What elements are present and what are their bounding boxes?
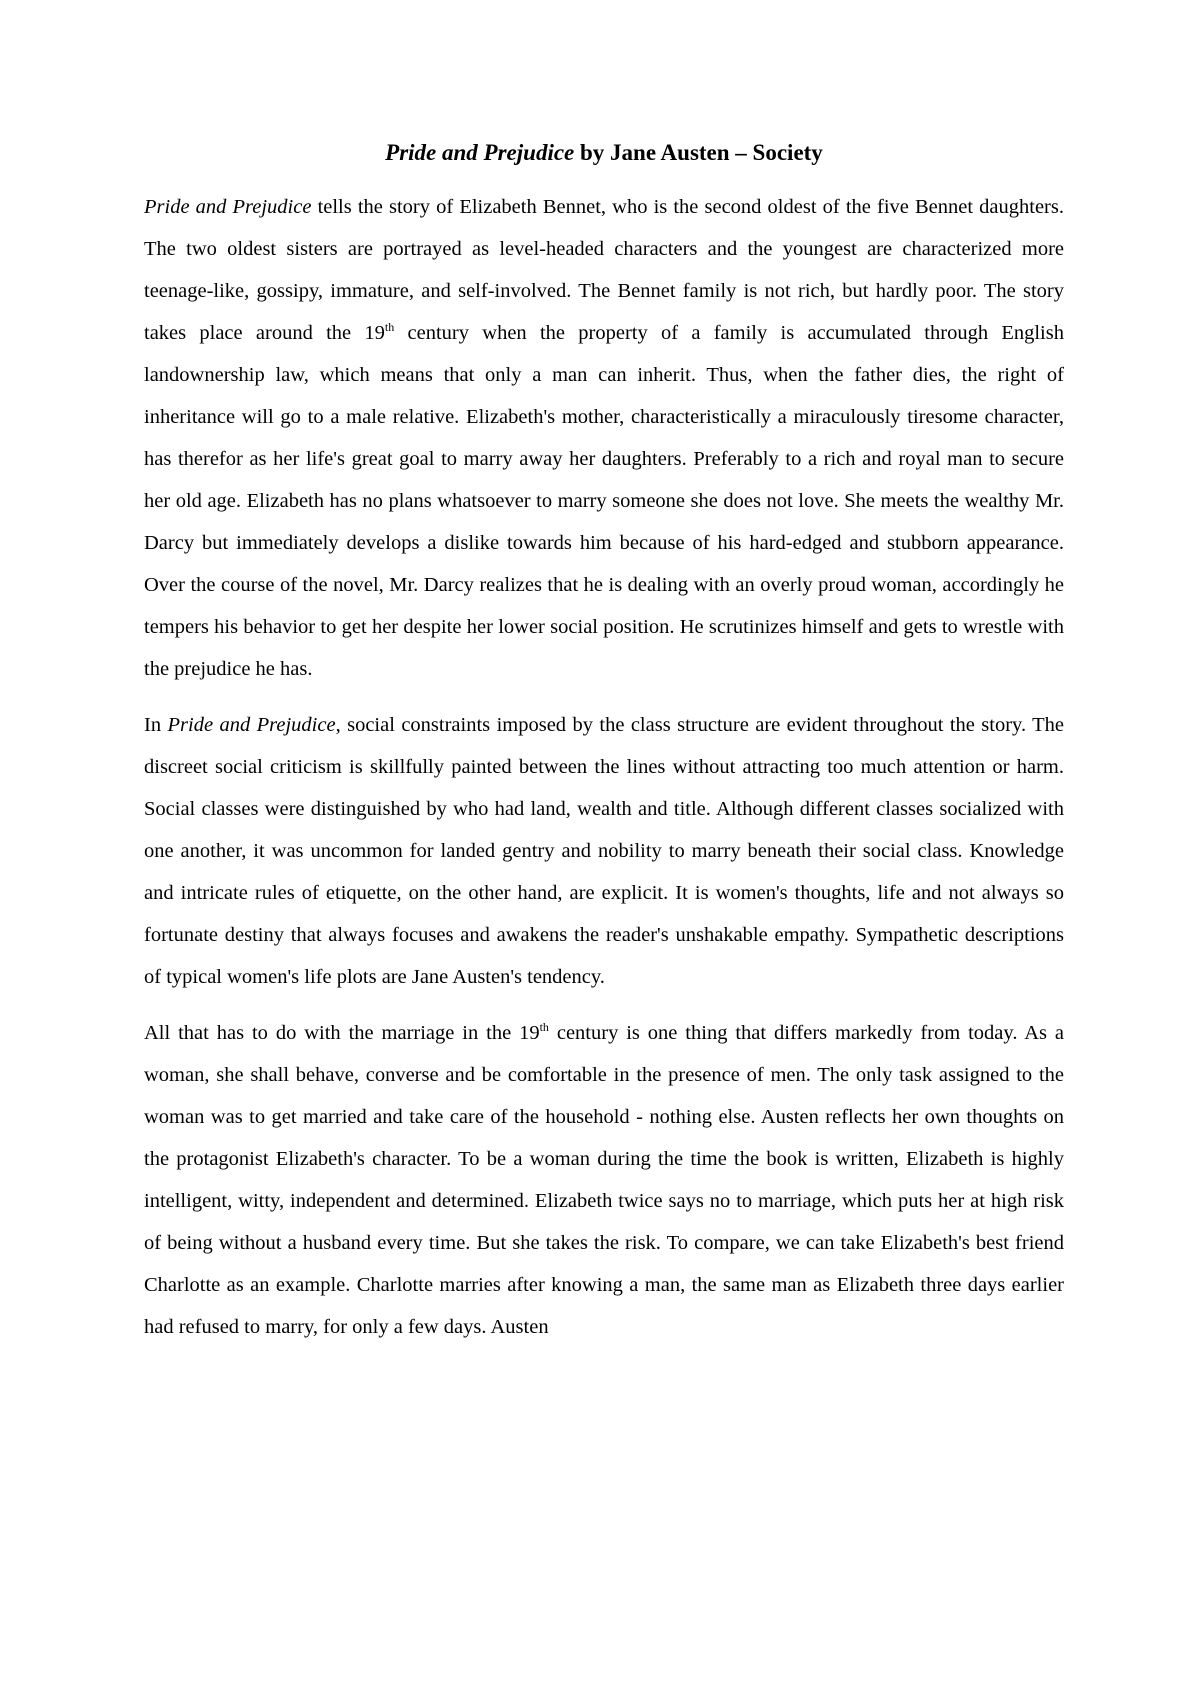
paragraph-1-text-b: century when the property of a family is accumulated through English landownership law, which means that only a man can inherit. Thus, when the father dies, the right of inheritance will go to a male relative. Elizabeth's mother, characteristically a miraculously tiresome character, has therefor as her life's great goal to marry away her daughters. Preferably to a rich and royal man to secure her old age. Elizabeth has no plans whatsoever to marry someone she does not love. She meets the wealthy Mr. Darcy but immediately develops a dislike towards him because of his hard-edged and stubborn appearance. Over the course of the novel, Mr. Darcy realizes that he is dealing with an overly proud woman, accordingly he tempers his behavior to get her despite her lower social position. He scrutinizes himself and gets to wrestle with the prejudice he has. <box>144 322 1064 680</box>
paragraph-3 <box>144 1012 1064 1348</box>
page-title <box>144 138 1064 168</box>
paragraph-3-superscript: th <box>539 1020 549 1035</box>
title-rest: by Jane Austen – Society <box>574 140 823 165</box>
paragraph-1-superscript: th <box>384 320 395 335</box>
paragraph-1-book-name: Pride and Prejudice <box>144 196 312 218</box>
title-book-name: Pride and Prejudice <box>385 140 575 165</box>
document-page <box>144 138 1064 1362</box>
paragraph-2 <box>144 704 1064 998</box>
paragraph-3-text-a: All that has to do with the marriage in the 19 <box>144 1022 540 1044</box>
paragraph-1 <box>144 186 1064 690</box>
paragraph-2-prefix: In <box>144 714 168 736</box>
paragraph-3-text-b: century is one thing that differs markedly from today. As a woman, she shall behave, converse and be comfortable in the presence of men. The only task assigned to the woman was to get married and take care of the household - nothing else. Austen reflects her own thoughts on the protagonist Elizabeth's character. To be a woman during the time the book is written, Elizabeth is highly intelligent, witty, independent and determined. Elizabeth twice says no to marriage, which puts her at high risk of being without a husband every time. But she takes the risk. To compare, we can take Elizabeth's best friend Charlotte as an example. Charlotte marries after knowing a man, the same man as Elizabeth three days earlier had refused to marry, for only a few days. Austen <box>144 1022 1065 1338</box>
paragraph-2-text: , social constraints imposed by the class structure are evident throughout the story. The discreet social criticism is skillfully painted between the lines without attracting too much attention or harm. Social classes were distinguished by who had land, wealth and title. Although different classes socialized with one another, it was uncommon for landed gentry and nobility to marry beneath their social class. Knowledge and intricate rules of etiquette, on the other hand, are explicit. It is women's thoughts, life and not always so fortunate destiny that always focuses and awakens the reader's unshakable empathy. Sympathetic descriptions of typical women's life plots are Jane Austen's tendency. <box>144 714 1064 988</box>
paragraph-2-book-name: Pride and Prejudice <box>167 714 336 736</box>
paragraph-1-text-a: tells the story of Elizabeth Bennet, who is the second oldest of the five Bennet daughters. The two oldest sisters are portrayed as level-headed characters and the youngest are characterized more teenage-like, gossipy, immature, and self-involved. The Bennet family is not rich, but hardly poor. The story takes place around the 19 <box>144 196 1064 344</box>
